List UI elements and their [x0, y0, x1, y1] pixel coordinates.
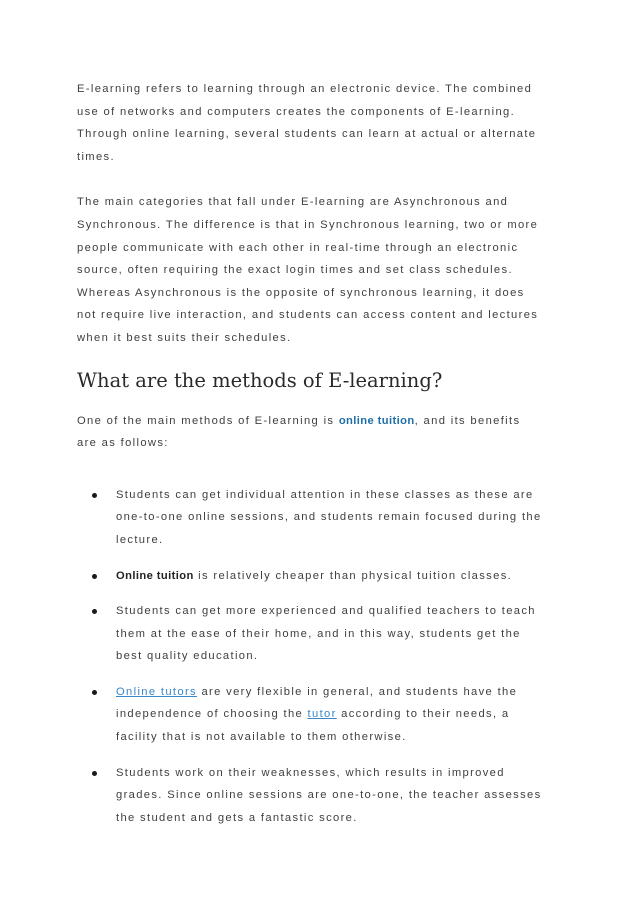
benefit-line: them at the ease of their home, and in this way, students get the [116, 627, 521, 640]
document-page [77, 78, 567, 842]
benefit-text: according to their needs, a [336, 708, 510, 721]
benefit-text: independence of choosing the [116, 708, 308, 721]
benefit-line: the student and gets a fantastic score. [116, 811, 358, 824]
methods-intro-line: are as follows: [77, 437, 169, 450]
bullet-icon [92, 690, 97, 695]
list-item [77, 484, 567, 552]
categories-line: Whereas Asynchronous is the opposite of synchronous learning, it does [77, 286, 525, 299]
bullet-icon [92, 574, 97, 579]
online-tuition-bold: Online tuition [116, 569, 194, 582]
online-tuition-link[interactable]: online tuition [338, 414, 415, 427]
list-item [77, 681, 567, 749]
methods-intro-text: One of the main methods of E-learning is [77, 414, 339, 427]
benefit-line [116, 681, 567, 704]
tutor-link[interactable]: tutor [307, 708, 337, 721]
list-item [77, 762, 567, 830]
categories-line: source, often requiring the exact login times and set class schedules. [77, 264, 513, 277]
categories-line: Synchronous. The difference is that in Synchronous learning, two or more [77, 218, 539, 231]
benefit-line: Students can get individual attention in these classes as these are [116, 488, 534, 501]
methods-intro-text: , and its benefits [414, 414, 521, 427]
benefit-line: facility that is not available to them otherwise. [116, 731, 407, 744]
bullet-icon [92, 609, 97, 614]
categories-line: not require live interaction, and students can access content and lectures [77, 309, 539, 322]
intro-line: times. [77, 150, 115, 163]
benefit-line: one-to-one online sessions, and students remain focused during the [116, 511, 542, 524]
benefit-line: best quality education. [116, 650, 259, 663]
categories-line: people communicate with each other in real-time through an electronic [77, 241, 519, 254]
bullet-icon [92, 493, 97, 498]
methods-heading: What are the methods of E-learning? [77, 368, 443, 392]
benefit-line [116, 703, 567, 726]
methods-intro-line [77, 410, 567, 433]
benefit-text: is relatively cheaper than physical tuition classes. [193, 569, 513, 582]
methods-intro-paragraph [77, 410, 567, 455]
intro-line: E-learning refers to learning through an electronic device. The combined [77, 83, 533, 95]
intro-paragraph [77, 78, 567, 168]
benefit-line: lecture. [116, 533, 164, 546]
online-tutors-link[interactable]: Online tutors [116, 685, 197, 698]
benefit-line: Students work on their weaknesses, which results in improved [116, 766, 505, 779]
bullet-icon [92, 771, 97, 776]
benefit-line: Students can get more experienced and qualified teachers to teach [116, 605, 536, 618]
categories-paragraph [77, 191, 567, 349]
intro-line: use of networks and computers creates the components of E-learning. [77, 105, 516, 118]
categories-line: when it best suits their schedules. [77, 331, 292, 344]
benefit-text: are very flexible in general, and students have the [196, 685, 518, 698]
categories-line: The main categories that fall under E-learning are Asynchronous and [77, 196, 509, 209]
list-item [77, 600, 567, 668]
list-item [77, 565, 567, 588]
benefit-line: grades. Since online sessions are one-to-one, the teacher assesses [116, 789, 542, 802]
benefit-line [116, 565, 567, 588]
benefits-list [77, 484, 567, 830]
intro-line: Through online learning, several students can learn at actual or alternate [77, 128, 537, 141]
